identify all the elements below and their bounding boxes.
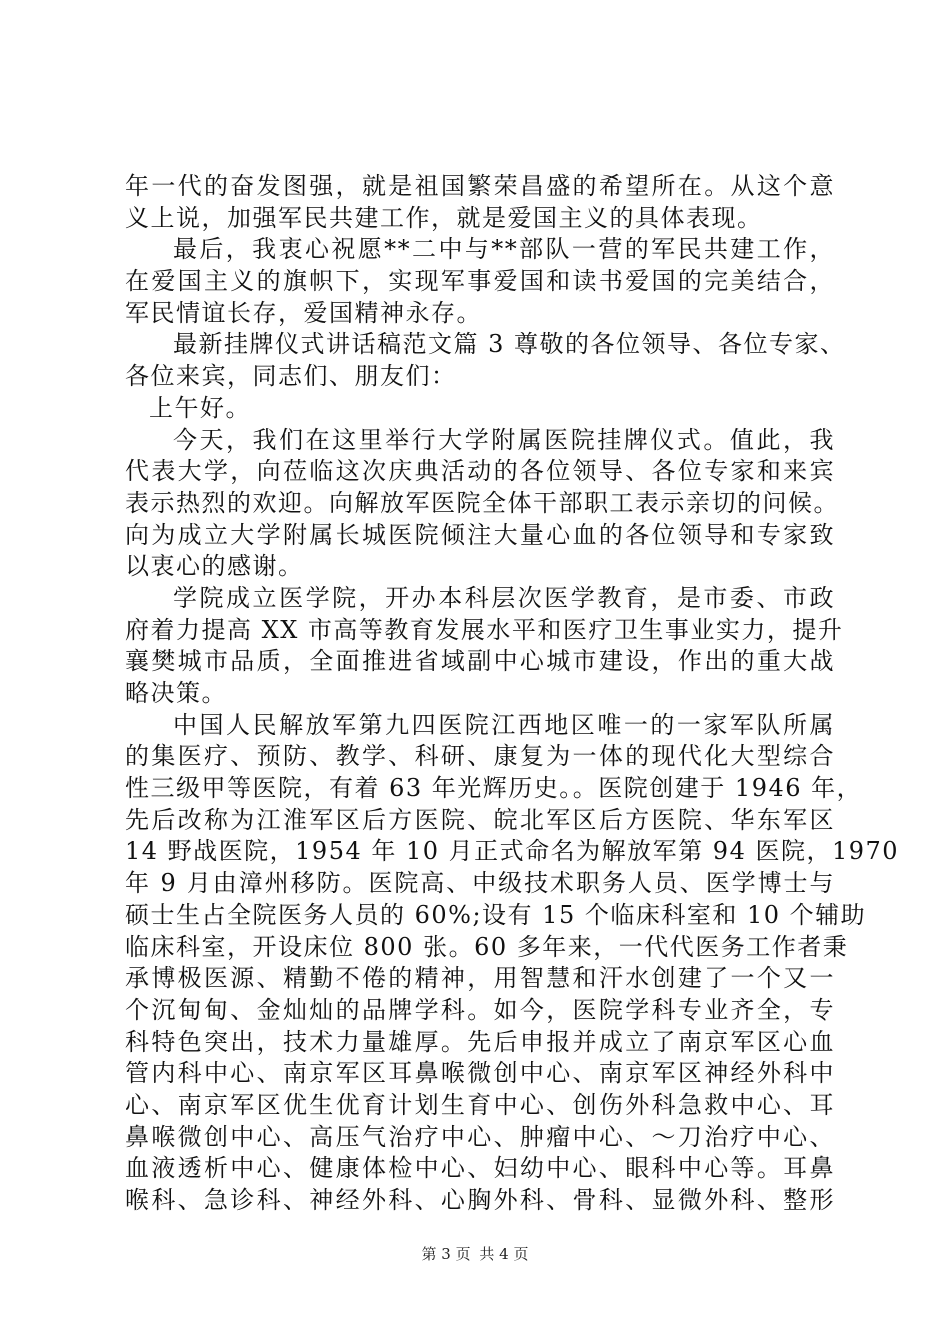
- text-line: 承博极医源、精勤不倦的精神，用智慧和汗水创建了一个又一: [125, 964, 835, 993]
- text-line: 中国人民解放军第九四医院江西地区唯一的一家军队所属: [173, 710, 835, 739]
- text-line: 血液透析中心、健康体检中心、妇幼中心、眼科中心等。耳鼻: [125, 1154, 835, 1183]
- text-line: 向为成立大学附属长城医院倾注大量心血的各位领导和专家致: [125, 520, 835, 549]
- text-line: 学院成立医学院，开办本科层次医学教育，是市委、市政: [173, 583, 835, 612]
- text-line: 的集医疗、预防、教学、科研、康复为一体的现代化大型综合: [125, 742, 835, 771]
- text-line: 各位来宾，同志们、朋友们：: [125, 362, 457, 391]
- text-line: 科特色突出，技术力量雄厚。先后申报并成立了南京军区心血: [125, 1027, 835, 1056]
- text-line: 府着力提高 XX 市高等教育发展水平和医疗卫生事业实力，提升: [125, 615, 844, 644]
- page-footer: [0, 1243, 950, 1264]
- text-line: 个沉甸甸、金灿灿的品牌学科。如今，医院学科专业齐全，专: [125, 995, 835, 1024]
- page-total: 共 4 页: [479, 1245, 529, 1263]
- text-line: 心、南京军区优生优育计划生育中心、创伤外科急救中心、耳: [125, 1090, 835, 1119]
- text-line: 在爱国主义的旗帜下，实现军事爱国和读书爱国的完美结合，: [125, 267, 835, 296]
- text-line: 硕士生占全院医务人员的 60%;设有 15 个临床科室和 10 个辅助: [125, 900, 867, 929]
- text-line: 先后改称为江淮军区后方医院、皖北军区后方医院、华东军区: [125, 805, 835, 834]
- text-line: 年一代的奋发图强，就是祖国繁荣昌盛的希望所在。从这个意: [125, 172, 835, 200]
- text-line: 上午好。: [149, 393, 251, 422]
- text-line: 以衷心的感谢。: [125, 552, 304, 581]
- text-line: 性三级甲等医院，有着 63 年光辉历史。。医院创建于 1946 年，: [125, 774, 863, 803]
- text-line: 最新挂牌仪式讲话稿范文篇 3 尊敬的各位领导、各位专家、: [173, 330, 846, 359]
- text-line: 年 9 月由漳州移防。医院高、中级技术职务人员、医学博士与: [125, 869, 835, 898]
- text-line: 襄樊城市品质，全面推进省域副中心城市建设，作出的重大战: [125, 647, 835, 676]
- text-line: 管内科中心、南京军区耳鼻喉微创中心、南京军区神经外科中: [125, 1059, 835, 1088]
- text-line: 临床科室，开设床位 800 张。60 多年来，一代代医务工作者秉: [125, 932, 849, 961]
- text-line: 喉科、急诊科、神经外科、心胸外科、骨科、显微外科、整形: [125, 1186, 835, 1214]
- text-line: 表示热烈的欢迎。向解放军医院全体干部职工表示亲切的问候。: [125, 488, 839, 517]
- text-line: 最后，我衷心祝愿**二中与**部队一营的军民共建工作，: [173, 235, 835, 264]
- text-line: 义上说，加强军民共建工作，就是爱国主义的具体表现。: [125, 203, 763, 232]
- text-line: 14 野战医院，1954 年 10 月正式命名为解放军第 94 医院，1970: [125, 837, 900, 866]
- text-line: 今天，我们在这里举行大学附属医院挂牌仪式。值此，我: [173, 425, 835, 454]
- page-number: 第 3 页: [421, 1245, 471, 1263]
- text-line: 略决策。: [125, 679, 227, 707]
- text-line: 军民情谊长存，爱国精神永存。: [125, 298, 482, 327]
- text-line: 代表大学，向莅临这次庆典活动的各位领导、各位专家和来宾: [125, 457, 835, 486]
- document-body: [125, 171, 900, 1217]
- text-line: 鼻喉微创中心、高压气治疗中心、肿瘤中心、～刀治疗中心、: [125, 1122, 835, 1151]
